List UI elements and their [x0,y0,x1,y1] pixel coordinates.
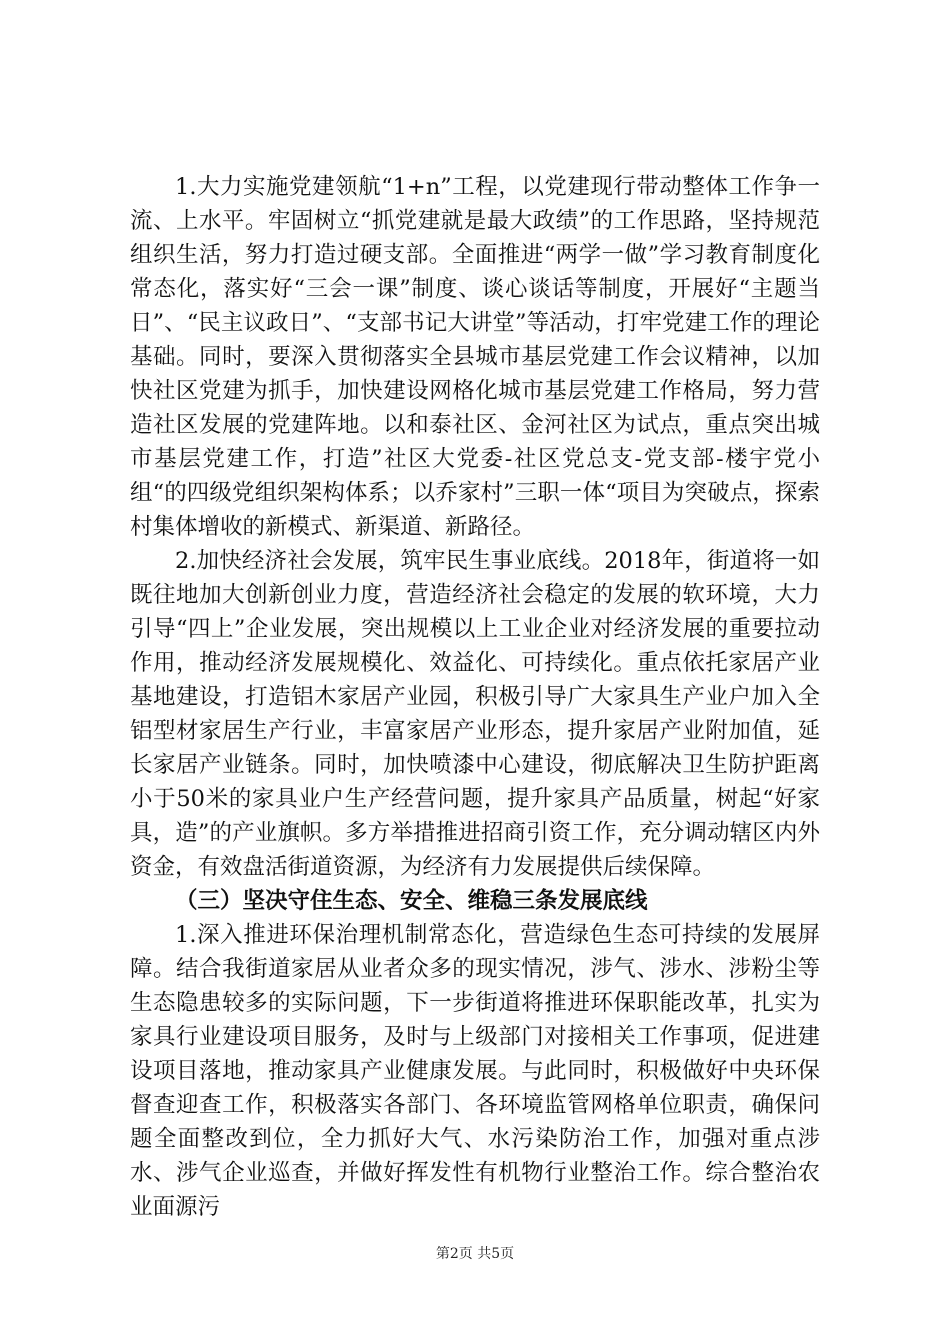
paragraph-economic-development: 2.加快经济社会发展，筑牢民生事业底线。2018年，街道将一如既往地加大创新创业力度，营造经济社会稳定的发展的软环境，大力引导“四上”企业发展，突出规模以上工业企业对经济发展的重要拉动作用，推动经济发展规模化、效益化、可持续化。重点依托家居产业基地建设，打造铝木家居产业园，积极引导广大家具生产业户加入全铝型材家居生产行业，丰富家居产业形态，提升家居产业附加值，延长家居产业链条。同时，加快喷漆中心建设，彻底解决卫生防护距离小于50米的家具业户生产经营问题，提升家具产品质量，树起“好家具，造”的产业旗帜。多方举措推进招商引资工作，充分调动辖区内外资金，有效盘活街道资源，为经济有力发展提供后续保障。 [130,548,820,880]
document-body [130,170,820,1224]
paragraph-party-building: 1.大力实施党建领航“1+n”工程，以党建现行带动整体工作争一流、上水平。牢固树立“抓党建就是最大政绩”的工作思路，坚持规范组织生活，努力打造过硬支部。全面推进“两学一做”学习教育制度化常态化，落实好“三会一课”制度、谈心谈话等制度，开展好“主题当日”、“民主议政日”、“支部书记大讲堂”等活动，打牢党建工作的理论基础。同时，要深入贯彻落实全县城市基层党建工作会议精神，以加快社区党建为抓手，加快建设网格化城市基层党建工作格局，努力营造社区发展的党建阵地。以和泰社区、金河社区为试点，重点突出城市基层党建工作，打造”社区大党委-社区党总支-党支部-楼宇党小组“的四级党组织架构体系；以乔家村”三职一体“项目为突破点，探索村集体增收的新模式、新渠道、新路径。 [130,174,820,540]
paragraph-environmental-protection: 1.深入推进环保治理机制常态化，营造绿色生态可持续的发展屏障。结合我街道家居从业者众多的现实情况，涉气、涉水、涉粉尘等生态隐患较多的实际问题，下一步街道将推进环保职能改革，扎实为家具行业建设项目服务，及时与上级部门对接相关工作事项，促进建设项目落地，推动家具产业健康发展。与此同时，积极做好中央环保督查迎查工作，积极落实各部门、各环境监管网格单位职责，确保问题全面整改到位，全力抓好大气、水污染防治工作，加强对重点涉水、涉气企业巡查，并做好挥发性有机物行业整治工作。综合整治农业面源污 [130,922,820,1220]
section-heading: （三）坚决守住生态、安全、维稳三条发展底线 [175,888,648,914]
page-number-footer: 第2页 共5页 [435,1246,515,1262]
